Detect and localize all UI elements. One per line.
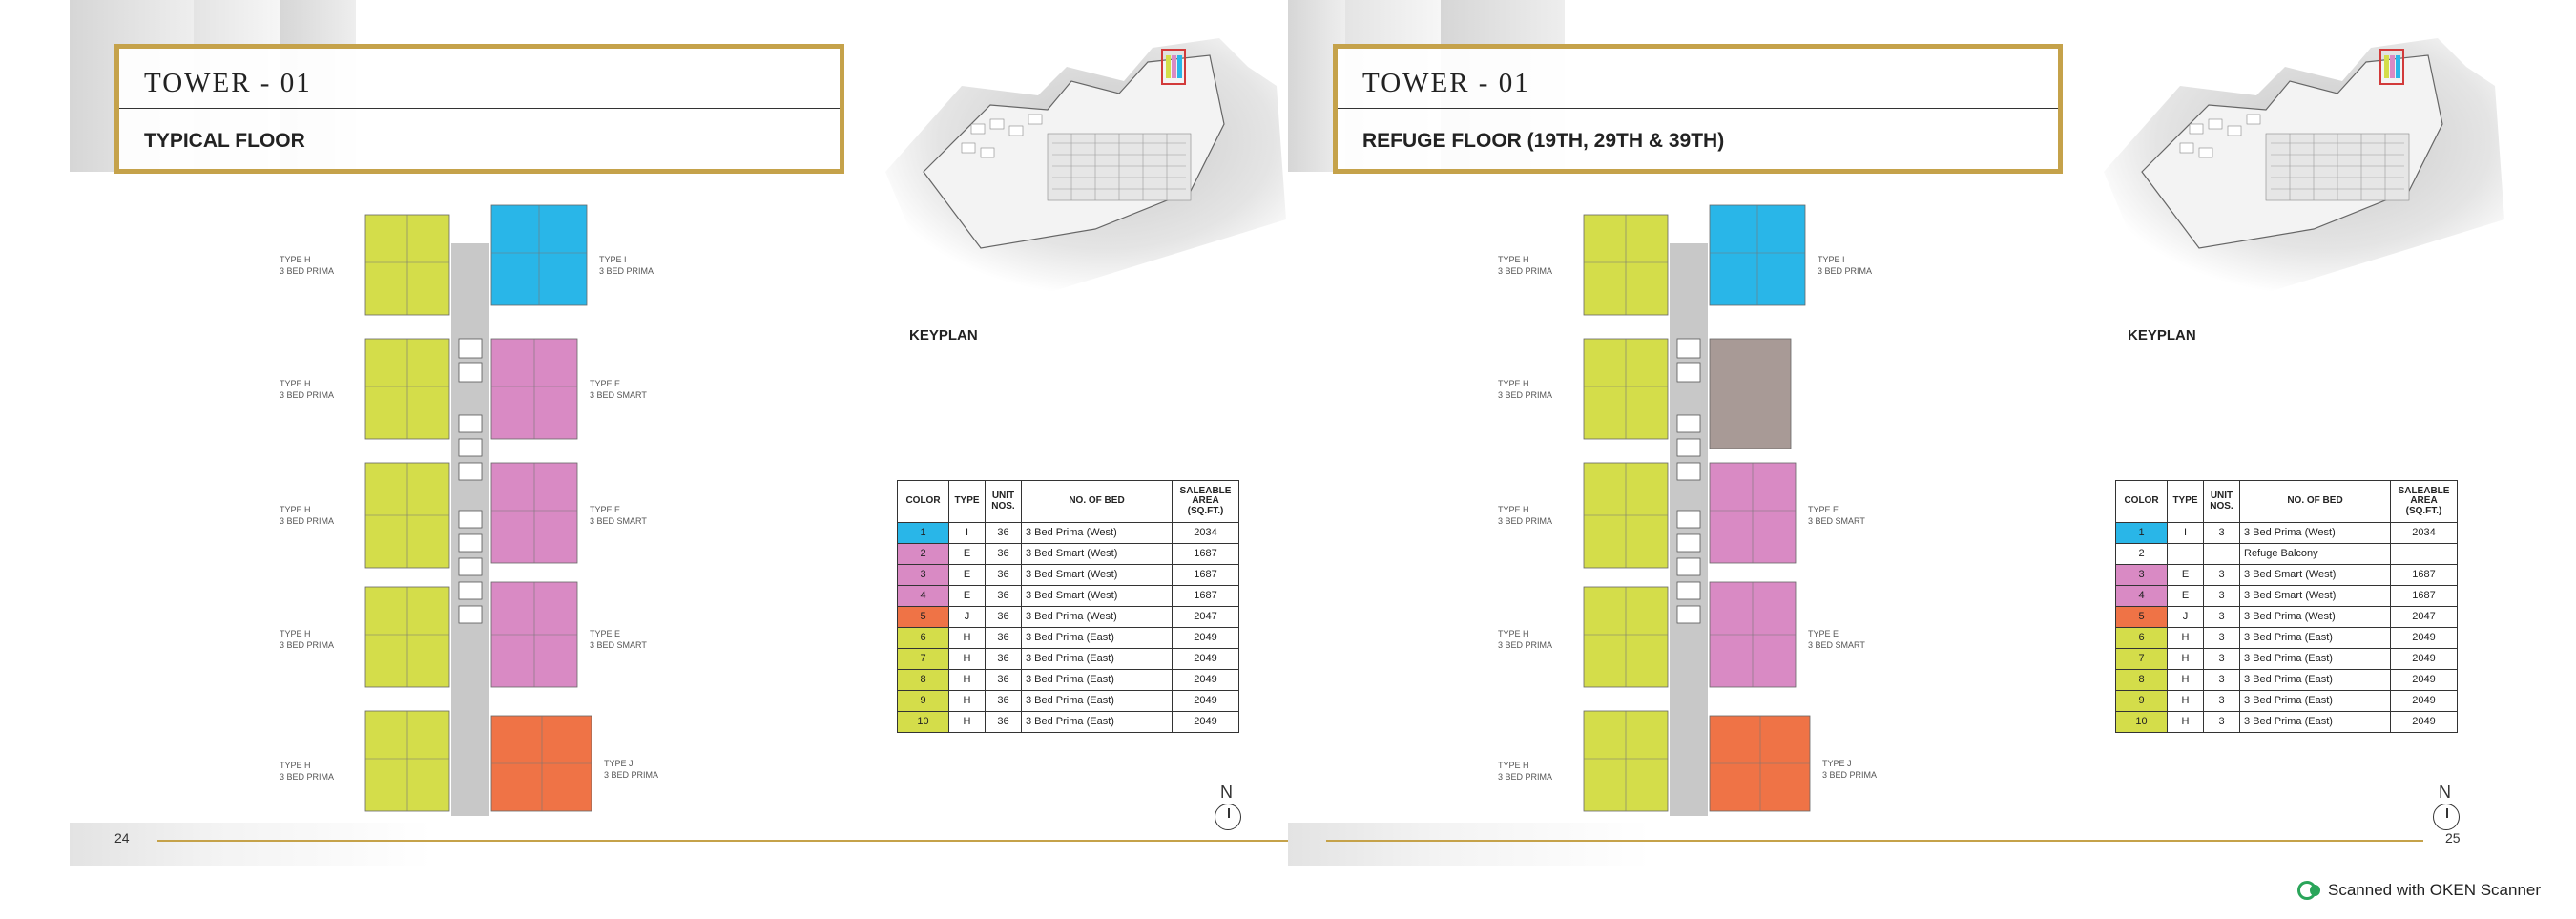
table-row xyxy=(898,691,1239,712)
cell-color: 3 xyxy=(898,565,949,586)
cell-color: 9 xyxy=(898,691,949,712)
header-saleable-area: SALEABLE AREA (SQ.FT.) xyxy=(2391,481,2458,523)
cell-unit-nos: 36 xyxy=(986,586,1022,607)
label-sub: 3 BED PRIMA xyxy=(1498,772,1553,782)
cell-saleable-area: 2049 xyxy=(2391,691,2458,712)
cell-color: 1 xyxy=(898,523,949,544)
cell-no-of-bed: 3 Bed Smart (West) xyxy=(2240,565,2391,586)
label-sub: 3 BED PRIMA xyxy=(280,266,335,276)
cell-type: H xyxy=(2168,649,2204,670)
page-number: 25 xyxy=(2445,830,2461,846)
table-row xyxy=(898,586,1239,607)
gold-divider xyxy=(157,840,1288,842)
label-type: TYPE E xyxy=(590,629,621,638)
cell-saleable-area: 1687 xyxy=(2391,586,2458,607)
header-color: COLOR xyxy=(2116,481,2168,523)
brochure-page-left xyxy=(70,0,1288,873)
cell-no-of-bed: 3 Bed Prima (West) xyxy=(2240,523,2391,544)
cell-type: H xyxy=(2168,691,2204,712)
label-type: TYPE H xyxy=(1498,761,1529,770)
label-sub: 3 BED PRIMA xyxy=(280,640,335,650)
north-label: N xyxy=(1220,783,1233,802)
label-sub: 3 BED PRIMA xyxy=(599,266,654,276)
cell-no-of-bed: 3 Bed Prima (East) xyxy=(2240,712,2391,733)
label-sub: 3 BED PRIMA xyxy=(280,516,335,526)
scanner-watermark xyxy=(2297,878,2541,903)
header-unit-nos: UNIT NOS. xyxy=(2204,481,2240,523)
title-divider xyxy=(119,108,840,109)
label-sub: 3 BED PRIMA xyxy=(1822,770,1878,780)
label-sub: 3 BED PRIMA xyxy=(280,390,335,400)
table-row xyxy=(2116,670,2458,691)
keyplan-map xyxy=(847,29,1286,315)
cell-color: 3 xyxy=(2116,565,2168,586)
cell-type: E xyxy=(949,565,986,586)
decor-block-bottom xyxy=(1288,823,1651,866)
label-type: TYPE H xyxy=(1498,629,1529,638)
cell-unit-nos: 3 xyxy=(2204,565,2240,586)
cell-no-of-bed: 3 Bed Smart (West) xyxy=(1022,565,1173,586)
cell-unit-nos: 36 xyxy=(986,628,1022,649)
label-sub: 3 BED SMART xyxy=(590,390,647,400)
label-sub: 3 BED SMART xyxy=(1808,516,1865,526)
cell-unit-nos: 3 xyxy=(2204,523,2240,544)
cell-color: 1 xyxy=(2116,523,2168,544)
page-number: 24 xyxy=(114,830,130,846)
label-type: TYPE J xyxy=(604,759,634,768)
cell-type: H xyxy=(2168,670,2204,691)
label-type: TYPE H xyxy=(280,629,311,638)
cell-saleable-area: 1687 xyxy=(1173,544,1239,565)
oken-scanner-icon xyxy=(2297,881,2320,900)
cell-no-of-bed: 3 Bed Smart (West) xyxy=(2240,586,2391,607)
header-unit-nos: UNIT NOS. xyxy=(986,481,1022,523)
label-type: TYPE E xyxy=(590,379,621,388)
table-row xyxy=(2116,607,2458,628)
table-row xyxy=(2116,586,2458,607)
north-label: N xyxy=(2439,783,2451,802)
cell-color: 7 xyxy=(898,649,949,670)
label-type: TYPE I xyxy=(599,255,627,264)
title-divider xyxy=(1338,108,2058,109)
cell-no-of-bed: 3 Bed Prima (East) xyxy=(2240,628,2391,649)
table-body xyxy=(898,523,1239,733)
label-sub: 3 BED SMART xyxy=(590,516,647,526)
cell-no-of-bed: Refuge Balcony xyxy=(2240,544,2391,565)
cell-saleable-area: 1687 xyxy=(1173,586,1239,607)
cell-type: E xyxy=(949,544,986,565)
header-type: TYPE xyxy=(2168,481,2204,523)
keyplan-map xyxy=(2066,29,2504,315)
cell-no-of-bed: 3 Bed Prima (East) xyxy=(1022,670,1173,691)
table-header-row xyxy=(2116,481,2458,523)
cell-type: H xyxy=(2168,712,2204,733)
cell-color: 10 xyxy=(898,712,949,733)
cell-unit-nos: 36 xyxy=(986,649,1022,670)
cell-no-of-bed: 3 Bed Prima (East) xyxy=(1022,712,1173,733)
compass-icon xyxy=(2433,804,2460,830)
cell-no-of-bed: 3 Bed Prima (East) xyxy=(2240,691,2391,712)
label-type: TYPE H xyxy=(280,255,311,264)
cell-unit-nos xyxy=(2204,544,2240,565)
cell-type: H xyxy=(949,628,986,649)
tower-title: TOWER - 01 xyxy=(1362,68,1530,98)
cell-unit-nos: 36 xyxy=(986,691,1022,712)
cell-saleable-area: 1687 xyxy=(1173,565,1239,586)
cell-unit-nos: 3 xyxy=(2204,628,2240,649)
cell-color: 4 xyxy=(2116,586,2168,607)
header-saleable-area: SALEABLE AREA (SQ.FT.) xyxy=(1173,481,1239,523)
cell-unit-nos: 3 xyxy=(2204,712,2240,733)
table-row xyxy=(898,607,1239,628)
label-type: TYPE H xyxy=(280,761,311,770)
cell-unit-nos: 36 xyxy=(986,523,1022,544)
cell-type: H xyxy=(2168,628,2204,649)
cell-type: E xyxy=(2168,565,2204,586)
compass-icon xyxy=(1215,804,1241,830)
cell-saleable-area: 2049 xyxy=(1173,712,1239,733)
label-type: TYPE H xyxy=(280,379,311,388)
cell-color: 8 xyxy=(898,670,949,691)
cell-unit-nos: 36 xyxy=(986,544,1022,565)
cell-saleable-area: 2034 xyxy=(1173,523,1239,544)
cell-no-of-bed: 3 Bed Prima (West) xyxy=(2240,607,2391,628)
label-type: TYPE J xyxy=(1822,759,1852,768)
table-row xyxy=(898,628,1239,649)
table-row xyxy=(898,565,1239,586)
cell-unit-nos: 3 xyxy=(2204,691,2240,712)
table-body xyxy=(2116,523,2458,733)
cell-color: 2 xyxy=(898,544,949,565)
cell-no-of-bed: 3 Bed Prima (East) xyxy=(1022,628,1173,649)
header-no-of-bed: NO. OF BED xyxy=(2240,481,2391,523)
label-sub: 3 BED PRIMA xyxy=(1498,516,1553,526)
cell-type: H xyxy=(949,691,986,712)
table-row xyxy=(2116,523,2458,544)
table-header-row xyxy=(898,481,1239,523)
gold-divider xyxy=(1326,840,2423,842)
brochure-page-right xyxy=(1288,0,2506,873)
header-no-of-bed: NO. OF BED xyxy=(1022,481,1173,523)
label-sub: 3 BED PRIMA xyxy=(1818,266,1873,276)
label-sub: 3 BED PRIMA xyxy=(1498,266,1553,276)
cell-color: 8 xyxy=(2116,670,2168,691)
cell-type: J xyxy=(949,607,986,628)
cell-saleable-area: 2034 xyxy=(2391,523,2458,544)
cell-unit-nos: 36 xyxy=(986,670,1022,691)
cell-saleable-area: 2049 xyxy=(1173,670,1239,691)
refuge-balcony xyxy=(1710,339,1791,449)
cell-unit-nos: 3 xyxy=(2204,670,2240,691)
keyplan-label: KEYPLAN xyxy=(909,327,978,344)
label-type: TYPE E xyxy=(590,505,621,514)
cell-type: J xyxy=(2168,607,2204,628)
label-type: TYPE E xyxy=(1808,629,1839,638)
cell-type: E xyxy=(2168,586,2204,607)
cell-type xyxy=(2168,544,2204,565)
cell-unit-nos: 36 xyxy=(986,565,1022,586)
cell-no-of-bed: 3 Bed Prima (East) xyxy=(1022,649,1173,670)
cell-type: H xyxy=(949,670,986,691)
cell-color: 4 xyxy=(898,586,949,607)
cell-color: 10 xyxy=(2116,712,2168,733)
table-row xyxy=(2116,691,2458,712)
cell-color: 7 xyxy=(2116,649,2168,670)
floor-title: TYPICAL FLOOR xyxy=(144,130,305,152)
header-color: COLOR xyxy=(898,481,949,523)
cell-unit-nos: 3 xyxy=(2204,607,2240,628)
keyplan-label: KEYPLAN xyxy=(2128,327,2196,344)
label-sub: 3 BED PRIMA xyxy=(604,770,659,780)
header-type: TYPE xyxy=(949,481,986,523)
label-type: TYPE H xyxy=(1498,505,1529,514)
cell-saleable-area xyxy=(2391,544,2458,565)
cell-saleable-area: 2049 xyxy=(2391,670,2458,691)
cell-no-of-bed: 3 Bed Prima (East) xyxy=(1022,691,1173,712)
cell-saleable-area: 2047 xyxy=(2391,607,2458,628)
label-sub: 3 BED SMART xyxy=(1808,640,1865,650)
table-row xyxy=(2116,628,2458,649)
floorplan-typical xyxy=(270,196,766,825)
table-row xyxy=(898,670,1239,691)
label-type: TYPE H xyxy=(1498,379,1529,388)
cell-type: I xyxy=(949,523,986,544)
table-row xyxy=(2116,565,2458,586)
cell-saleable-area: 2049 xyxy=(1173,649,1239,670)
cell-saleable-area: 1687 xyxy=(2391,565,2458,586)
cell-unit-nos: 3 xyxy=(2204,586,2240,607)
floorplan-refuge xyxy=(1488,196,1984,825)
tower-title: TOWER - 01 xyxy=(144,68,312,98)
cell-no-of-bed: 3 Bed Prima (West) xyxy=(1022,523,1173,544)
label-type: TYPE E xyxy=(1808,505,1839,514)
cell-saleable-area: 2049 xyxy=(1173,691,1239,712)
table-row xyxy=(2116,712,2458,733)
table-row xyxy=(898,712,1239,733)
table-row xyxy=(898,523,1239,544)
cell-color: 2 xyxy=(2116,544,2168,565)
label-type: TYPE H xyxy=(280,505,311,514)
north-indicator xyxy=(2427,783,2465,830)
label-sub: 3 BED PRIMA xyxy=(1498,390,1553,400)
unit-table xyxy=(2115,480,2458,733)
table-row xyxy=(898,649,1239,670)
cell-type: E xyxy=(949,586,986,607)
cell-color: 5 xyxy=(2116,607,2168,628)
cell-unit-nos: 36 xyxy=(986,712,1022,733)
cell-type: I xyxy=(2168,523,2204,544)
corridor xyxy=(1670,243,1708,816)
cell-color: 9 xyxy=(2116,691,2168,712)
table-row xyxy=(2116,544,2458,565)
floor-title: REFUGE FLOOR (19TH, 29TH & 39TH) xyxy=(1362,130,1725,152)
label-type: TYPE I xyxy=(1818,255,1845,264)
cell-no-of-bed: 3 Bed Smart (West) xyxy=(1022,586,1173,607)
label-sub: 3 BED SMART xyxy=(590,640,647,650)
cell-type: H xyxy=(949,712,986,733)
cell-saleable-area: 2047 xyxy=(1173,607,1239,628)
cell-color: 6 xyxy=(898,628,949,649)
cell-unit-nos: 36 xyxy=(986,607,1022,628)
table-row xyxy=(898,544,1239,565)
cell-type: H xyxy=(949,649,986,670)
cell-color: 5 xyxy=(898,607,949,628)
cell-saleable-area: 2049 xyxy=(2391,712,2458,733)
cell-no-of-bed: 3 Bed Prima (West) xyxy=(1022,607,1173,628)
cell-saleable-area: 2049 xyxy=(2391,628,2458,649)
north-indicator xyxy=(1209,783,1247,830)
cell-saleable-area: 2049 xyxy=(1173,628,1239,649)
cell-color: 6 xyxy=(2116,628,2168,649)
cell-unit-nos: 3 xyxy=(2204,649,2240,670)
table-row xyxy=(2116,649,2458,670)
title-box xyxy=(1333,44,2063,174)
unit-table xyxy=(897,480,1239,733)
corridor xyxy=(451,243,489,816)
cell-no-of-bed: 3 Bed Smart (West) xyxy=(1022,544,1173,565)
cell-no-of-bed: 3 Bed Prima (East) xyxy=(2240,670,2391,691)
label-type: TYPE H xyxy=(1498,255,1529,264)
label-sub: 3 BED PRIMA xyxy=(280,772,335,782)
cell-no-of-bed: 3 Bed Prima (East) xyxy=(2240,649,2391,670)
cell-saleable-area: 2049 xyxy=(2391,649,2458,670)
title-box xyxy=(114,44,844,174)
scanner-text: Scanned with OKEN Scanner xyxy=(2328,881,2542,899)
label-sub: 3 BED PRIMA xyxy=(1498,640,1553,650)
